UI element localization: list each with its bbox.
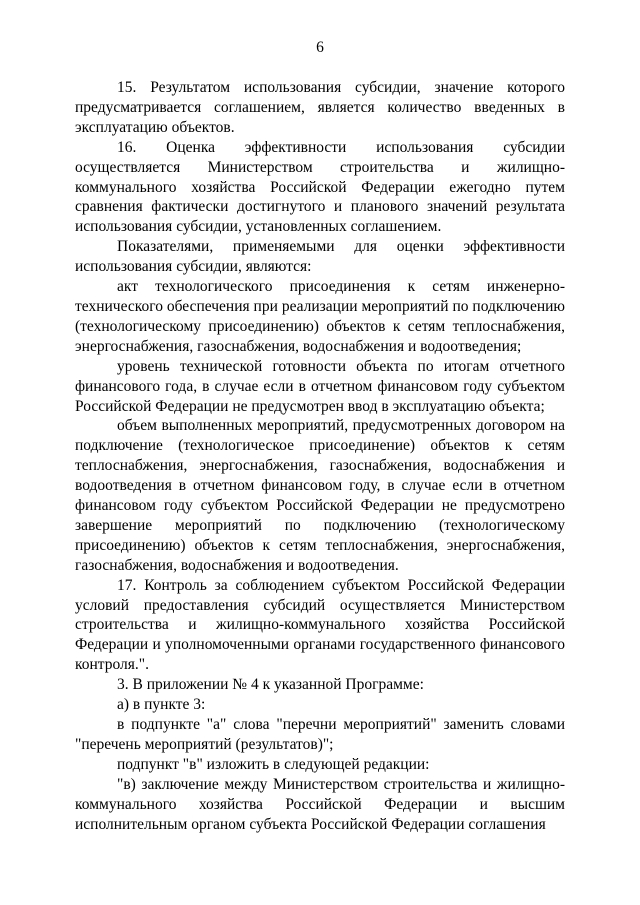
paragraph-subpoint-v-intro: подпункт "в" изложить в следующей редакции: [117, 755, 430, 773]
paragraph-17-control: 17. Контроль за соблюдением субъектом Российской Федерации условий предоставления субсидий осуществляется Министерством строительства и жилищно-коммунального хозяйства Российской Федерации и уполномоченными органами государственного финансового контроля.". [75, 576, 565, 674]
paragraph-16-evaluation: 16. Оценка эффективности использования субсидии осуществляется Министерством строительства и жилищно-коммунального хозяйства Российской Федерации ежегодно путем сравнения фактически достигнутого и планового значений результата использования субсидии, установленных соглашением. [75, 138, 565, 236]
paragraph-indicator-connection-act: акт технологического присоединения к сетям инженерно-технического обеспечения при реализации мероприятий по подключению (технологическому присоединению) объектов к сетям теплоснабжения, энергоснабжения, газоснабжения, водоснабжения и водоотведения; [75, 278, 565, 355]
paragraph-point-3: а) в пункте 3: [117, 696, 206, 714]
paragraph-subpoint-a: в подпункте "а" слова "перечни мероприятий" заменить словами "перечень мероприятий (результатов)"; [75, 716, 565, 753]
paragraph-subpoint-v-text: "в) заключение между Министерством строительства и жилищно-коммунального хозяйства Российской Федерации и высшим исполнительным органом субъекта Российской Федерации соглашения [75, 775, 565, 833]
paragraph-15-result: 15. Результатом использования субсидии, значение которого предусматривается соглашением, является количество введенных в эксплуатацию объектов. [75, 79, 565, 136]
page-number: 6 [316, 39, 324, 56]
document-body [75, 78, 565, 834]
paragraph-indicator-volume: объем выполненных мероприятий, предусмотренных договором на подключение (технологическое присоединение) объектов к сетям теплоснабжения, энергоснабжения, газоснабжения, водоснабжения и водоотведения в отчетном финансовом году, в случае если в отчетном финансовом году субъектом Российской Федерации не предусмотрено завершение мероприятий по подключению (технологическому присоединению) объектов к сетям теплоснабжения, энергоснабжения, газоснабжения, водоснабжения и водоотведения. [75, 417, 565, 574]
paragraph-appendix-4: 3. В приложении № 4 к указанной Программе: [117, 676, 424, 694]
paragraph-indicator-readiness: уровень технической готовности объекта по итогам отчетного финансового года, в случае если в отчетном финансовом году субъектом Российской Федерации не предусмотрен ввод в эксплуатацию объекта; [75, 357, 565, 415]
paragraph-indicators-intro: Показателями, применяемыми для оценки эффективности использования субсидии, являются: [75, 238, 565, 276]
